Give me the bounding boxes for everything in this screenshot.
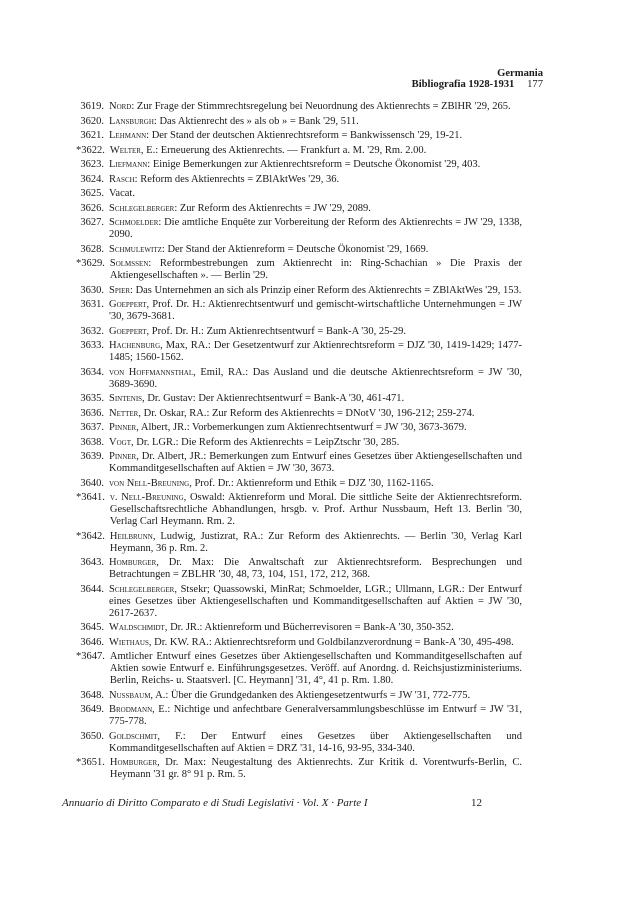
footer-journal: Annuario di Diritto Comparato e di Studi Legislativi · Vol. X · Parte I	[62, 797, 368, 809]
bibliography-list	[76, 101, 522, 784]
bibliography-entry	[76, 285, 522, 297]
entry-number: 3639.	[80, 451, 104, 462]
running-header	[303, 68, 543, 90]
entry-text: Dr. JR.: Aktienreform und Bücherrevisoren = Bank-A '30, 350-352.	[167, 622, 454, 633]
entry-number: 3625.	[80, 188, 104, 199]
entry-body	[109, 367, 522, 391]
bibliography-entry	[76, 478, 522, 490]
page-footer	[62, 797, 482, 809]
bibliography-entry	[76, 393, 522, 405]
entry-text: Der Stand der deutschen Aktienrechtsreform = Bankwissensch '29, 19-21.	[149, 130, 463, 141]
entry-text: Zur Frage der Stimmrechtsregelung bei Neuordnung des Aktienrechts = ZBlHR '29, 265.	[134, 101, 511, 112]
entry-author: von Hoffmannsthal,	[109, 366, 196, 378]
entry-author: Wiethaus,	[109, 636, 152, 648]
entry-number: 3624.	[80, 173, 104, 185]
entry-author: Rasch:	[109, 173, 138, 185]
entry-number: 3637.	[80, 422, 104, 433]
entry-body	[109, 557, 522, 581]
entry-text: E.: Nichtige und anfechtbare Generalversammlungsbeschlüsse im Entwurf = JW '31, 775-778.	[109, 704, 522, 727]
bibliography-entry	[76, 299, 522, 323]
entry-number: *3629.	[76, 258, 105, 269]
entry-number: *3622.	[76, 144, 105, 156]
entry-body	[109, 285, 522, 297]
entry-body	[109, 340, 522, 364]
page-number: 177	[527, 79, 543, 90]
entry-number: 3643.	[80, 557, 104, 568]
entry-body	[109, 244, 522, 256]
entry-body	[109, 116, 522, 128]
entry-text: Prof. Dr. H.: Aktienrechtsentwurf und gemischt-wirtschaftliche Unternehmungen = JW '30, 3679-3681.	[109, 299, 522, 322]
entry-text: Reformbestrebungen zum Aktienrecht in: Ring-Schachian » Die Praxis der Aktiengesellschaften ». — Berlin '29.	[109, 258, 522, 281]
entry-text: Reform des Aktienrechts = ZBlAktWes '29, 36.	[137, 173, 340, 185]
entry-text: Dr. Max: Die Anwaltschaft zur Aktienrechtsreform. Besprechungen und Betrachtungen = ZBLHR '30, 48, 73, 104, 151, 172, 212, 368.	[109, 557, 522, 580]
entry-number: 3635.	[80, 393, 104, 404]
entry-text: Albert, JR.: Vorbemerkungen zum Aktienrechtsentwurf = JW '30, 3673-3679.	[138, 422, 467, 433]
entry-body	[109, 326, 522, 338]
entry-body	[110, 145, 522, 157]
entry-number: *3641.	[76, 492, 105, 503]
entry-number: 3650.	[80, 730, 104, 742]
entry-number: 3627.	[80, 217, 104, 228]
entry-text: Vacat.	[109, 188, 135, 199]
entry-body	[109, 622, 522, 634]
entry-body	[110, 258, 522, 282]
entry-text: Oswald: Aktienreform und Moral. Die sittliche Seite der Aktienrechtsreform. Gesellschaftsrechtliche Abhandlungen, hrsgb. v. Prof. Arthur Nussbaum, Heft 13. Berlin '30, Verlag Carl Heymann. Rm. 2.	[109, 492, 522, 527]
entry-text: Zur Reform des Aktienrechts = JW '29, 2089.	[177, 202, 371, 214]
entry-body	[109, 437, 522, 449]
entry-text: Das Aktienrecht des » als ob » = Bank '29, 511.	[156, 115, 359, 127]
entry-text: Dr. Oskar, RA.: Zur Reform des Aktienrechts = DNotV '30, 196-212; 259-274.	[140, 407, 475, 419]
entry-author: Schmulewitz:	[109, 243, 165, 255]
bibliography-entry	[76, 217, 522, 241]
entry-body	[109, 584, 522, 620]
bibliography-entry	[76, 437, 522, 449]
bibliography-entry	[76, 422, 522, 434]
entry-body	[109, 637, 522, 649]
bibliography-entry	[76, 258, 522, 282]
entry-text: Dr. Gustav: Der Aktienrechtsentwurf = Bank-A '30, 461-471.	[144, 393, 405, 404]
bibliography-entry	[76, 340, 522, 364]
entry-author: Nussbaum,	[109, 689, 154, 701]
entry-number: 3638.	[80, 436, 104, 448]
entry-number: *3651.	[76, 757, 105, 768]
entry-number: 3626.	[80, 202, 104, 214]
entry-text: Stsekr; Quassowski, MinRat; Schmoelder, LGR.; Ullmann, LGR.: Der Entwurf eines Gesetzes über Aktiengesellschaften und Kommanditgesellschaften auf Aktien = JW '30, 2617-2637.	[109, 583, 522, 619]
entry-text: Die amtliche Enquête zur Vorbereitung der Reform des Aktienrechts = JW '29, 1338, 2090.	[109, 217, 522, 240]
entry-number: 3649.	[80, 704, 104, 715]
entry-text: Dr. Max: Neugestaltung des Aktienrechts. Zur Kritik d. Vorentwurfs-Berlin, C. Heymann '31 gr. 8° 91 p. Rm. 5.	[109, 757, 522, 780]
entry-author: Goldschmit,	[109, 730, 161, 742]
entry-author: Homburger,	[109, 757, 160, 768]
entry-number: 3634.	[80, 366, 104, 378]
entry-number: 3632.	[80, 325, 104, 337]
entry-text: Prof. Dr.: Aktienreform und Ethik = DJZ '30, 1162-1165.	[191, 477, 434, 489]
entry-author: Nord:	[109, 101, 135, 112]
entry-number: 3645.	[80, 622, 104, 633]
entry-body	[109, 408, 522, 420]
entry-number: 3620.	[80, 115, 104, 127]
entry-number: 3630.	[80, 284, 104, 296]
bibliography-entry	[76, 408, 522, 420]
entry-author: Waldschmidt,	[109, 622, 168, 633]
entry-author: Schlegelberger,	[109, 583, 177, 595]
entry-author: Spier:	[109, 284, 133, 296]
entry-number: *3647.	[76, 651, 105, 662]
bibliography-entry	[76, 159, 522, 171]
bibliography-entry	[76, 704, 522, 728]
entry-text: Dr. KW. RA.: Aktienrechtsreform und Goldbilanzverordnung = Bank-A '30, 495-498.	[151, 636, 514, 648]
entry-body	[109, 478, 522, 490]
entry-text: Emil, RA.: Das Ausland und die deutsche Aktienrechtsreform = JW '30, 3689-3690.	[109, 366, 522, 390]
entry-author: Solmssen:	[109, 258, 152, 269]
entry-text: Einige Bemerkungen zur Aktienrechtsreform = Deutsche Ökonomist '29, 403.	[150, 159, 481, 170]
header-title: Germania	[497, 68, 543, 79]
entry-body	[109, 188, 522, 200]
entry-body	[109, 690, 522, 702]
entry-body	[109, 704, 522, 728]
entry-body	[109, 130, 522, 142]
entry-text: A.: Über die Grundgedanken des Aktiengesetzentwurfs = JW '31, 772-775.	[153, 689, 471, 701]
entry-author: Pinner,	[109, 451, 139, 462]
entry-author: Lansburgh:	[109, 115, 157, 127]
entry-body	[109, 299, 522, 323]
bibliography-entry	[76, 145, 522, 157]
entry-text: Amtlicher Entwurf eines Gesetzes über Aktiengesellschaften und Kommanditgesellschaften auf Aktien sowie Entwurf e. Einführungsgesetzes. Veröff. auf Anordng. d. Reichsjustizministeriums. Berlin, Reichs- u. Staatsverl. [C. Heymann] '31, 4°, 41 p. Rm. 1.80.	[109, 651, 522, 686]
entry-number: 3644.	[80, 583, 104, 595]
bibliography-entry	[76, 130, 522, 142]
entry-text: Prof. Dr. H.: Zum Aktienrechtsentwurf = Bank-A '30, 25-29.	[149, 325, 407, 337]
bibliography-entry	[76, 622, 522, 634]
entry-body	[110, 531, 522, 555]
entry-number: 3640.	[80, 477, 104, 489]
entry-body	[109, 451, 522, 475]
entry-author: Schmoelder:	[109, 217, 162, 228]
entry-author: Pinner,	[109, 422, 139, 433]
entry-body	[109, 203, 522, 215]
bibliography-entry	[76, 637, 522, 649]
entry-author: Hachenburg,	[109, 340, 163, 351]
entry-body	[110, 757, 522, 781]
bibliography-entry	[76, 757, 522, 781]
bibliography-entry	[76, 326, 522, 338]
header-subtitle-line	[303, 79, 543, 90]
entry-text: Dr. Albert, JR.: Bemerkungen zum Entwurf eines Gesetzes über Aktiengesellschaften und Kommanditgesellschaften auf Aktien = JW '30, 3673.	[109, 451, 522, 474]
bibliography-entry	[76, 451, 522, 475]
bibliography-entry	[76, 557, 522, 581]
entry-text: F.: Der Entwurf eines Gesetzes über Aktiengesellschaften und Kommanditgesellschaften auf Aktien = DRZ '31, 14-16, 93-95, 334-340.	[109, 730, 522, 754]
entry-text: Max, RA.: Der Gesetzentwurf zur Aktienrechtsreform = DJZ '30, 1419-1429; 1477-1485; 1560-1562.	[109, 340, 522, 363]
entry-body	[109, 393, 522, 405]
entry-body	[109, 159, 522, 171]
entry-text: Dr. LGR.: Die Reform des Aktienrechts = LeipZtschr '30, 285.	[133, 436, 400, 448]
bibliography-entry	[76, 116, 522, 128]
entry-number: 3636.	[80, 407, 104, 419]
entry-number: *3642.	[76, 530, 105, 542]
bibliography-entry	[76, 188, 522, 200]
entry-number: 3646.	[80, 636, 104, 648]
bibliography-entry	[76, 531, 522, 555]
entry-author: Netter,	[109, 407, 141, 419]
bibliography-entry	[76, 101, 522, 113]
entry-author: von Nell-Breuning,	[109, 477, 192, 489]
bibliography-entry	[76, 367, 522, 391]
entry-author: Liefmann:	[109, 159, 151, 170]
bibliography-entry	[76, 203, 522, 215]
bibliography-entry	[76, 690, 522, 702]
entry-body	[109, 174, 522, 186]
entry-author: Vogt,	[109, 436, 134, 448]
entry-number: 3631.	[80, 299, 104, 310]
bibliography-entry	[76, 651, 522, 687]
bibliography-entry	[76, 731, 522, 755]
footer-page: 12	[471, 797, 482, 809]
entry-body	[109, 422, 522, 434]
entry-author: Lehmann:	[109, 130, 150, 141]
entry-author: Goeppert,	[109, 325, 150, 337]
entry-number: 3621.	[80, 130, 104, 141]
entry-author: Sintenis,	[109, 393, 145, 404]
entry-number: 3628.	[80, 243, 104, 255]
entry-author: v. Nell-Breuning,	[109, 492, 187, 503]
bibliography-entry	[76, 492, 522, 528]
entry-number: 3619.	[80, 101, 104, 112]
bibliography-entry	[76, 174, 522, 186]
entry-number: 3633.	[80, 340, 104, 351]
bibliography-entry	[76, 584, 522, 620]
bibliography-entry	[76, 244, 522, 256]
entry-text: Das Unternehmen an sich als Prinzip einer Reform des Aktienrechts = ZBlAktWes '29, 153.	[132, 284, 522, 296]
entry-author: Brodmann,	[109, 704, 155, 715]
entry-author: Goeppert,	[109, 299, 150, 310]
entry-author: Homburger,	[109, 557, 159, 568]
entry-author: Schlegelberger:	[109, 202, 178, 214]
entry-body	[110, 651, 522, 687]
entry-body	[109, 731, 522, 755]
entry-number: 3623.	[80, 159, 104, 170]
entry-author: Welter, E.:	[109, 144, 159, 156]
entry-body	[109, 217, 522, 241]
header-subtitle: Bibliografia 1928-1931	[411, 79, 515, 90]
entry-text: Erneuerung des Aktienrechts. — Frankfurt a. M. '29, Rm. 2.00.	[158, 144, 427, 156]
entry-body	[110, 492, 522, 528]
entry-author: Heilbrunn,	[109, 530, 156, 542]
entry-number: 3648.	[80, 689, 104, 701]
entry-text: Ludwig, Justizrat, RA.: Zur Reform des Aktienrechts. — Berlin '30, Verlag Karl Heymann, 36 p. Rm. 2.	[109, 530, 522, 554]
entry-body	[109, 101, 522, 113]
entry-text: Der Stand der Aktienreform = Deutsche Ökonomist '29, 1669.	[164, 243, 429, 255]
